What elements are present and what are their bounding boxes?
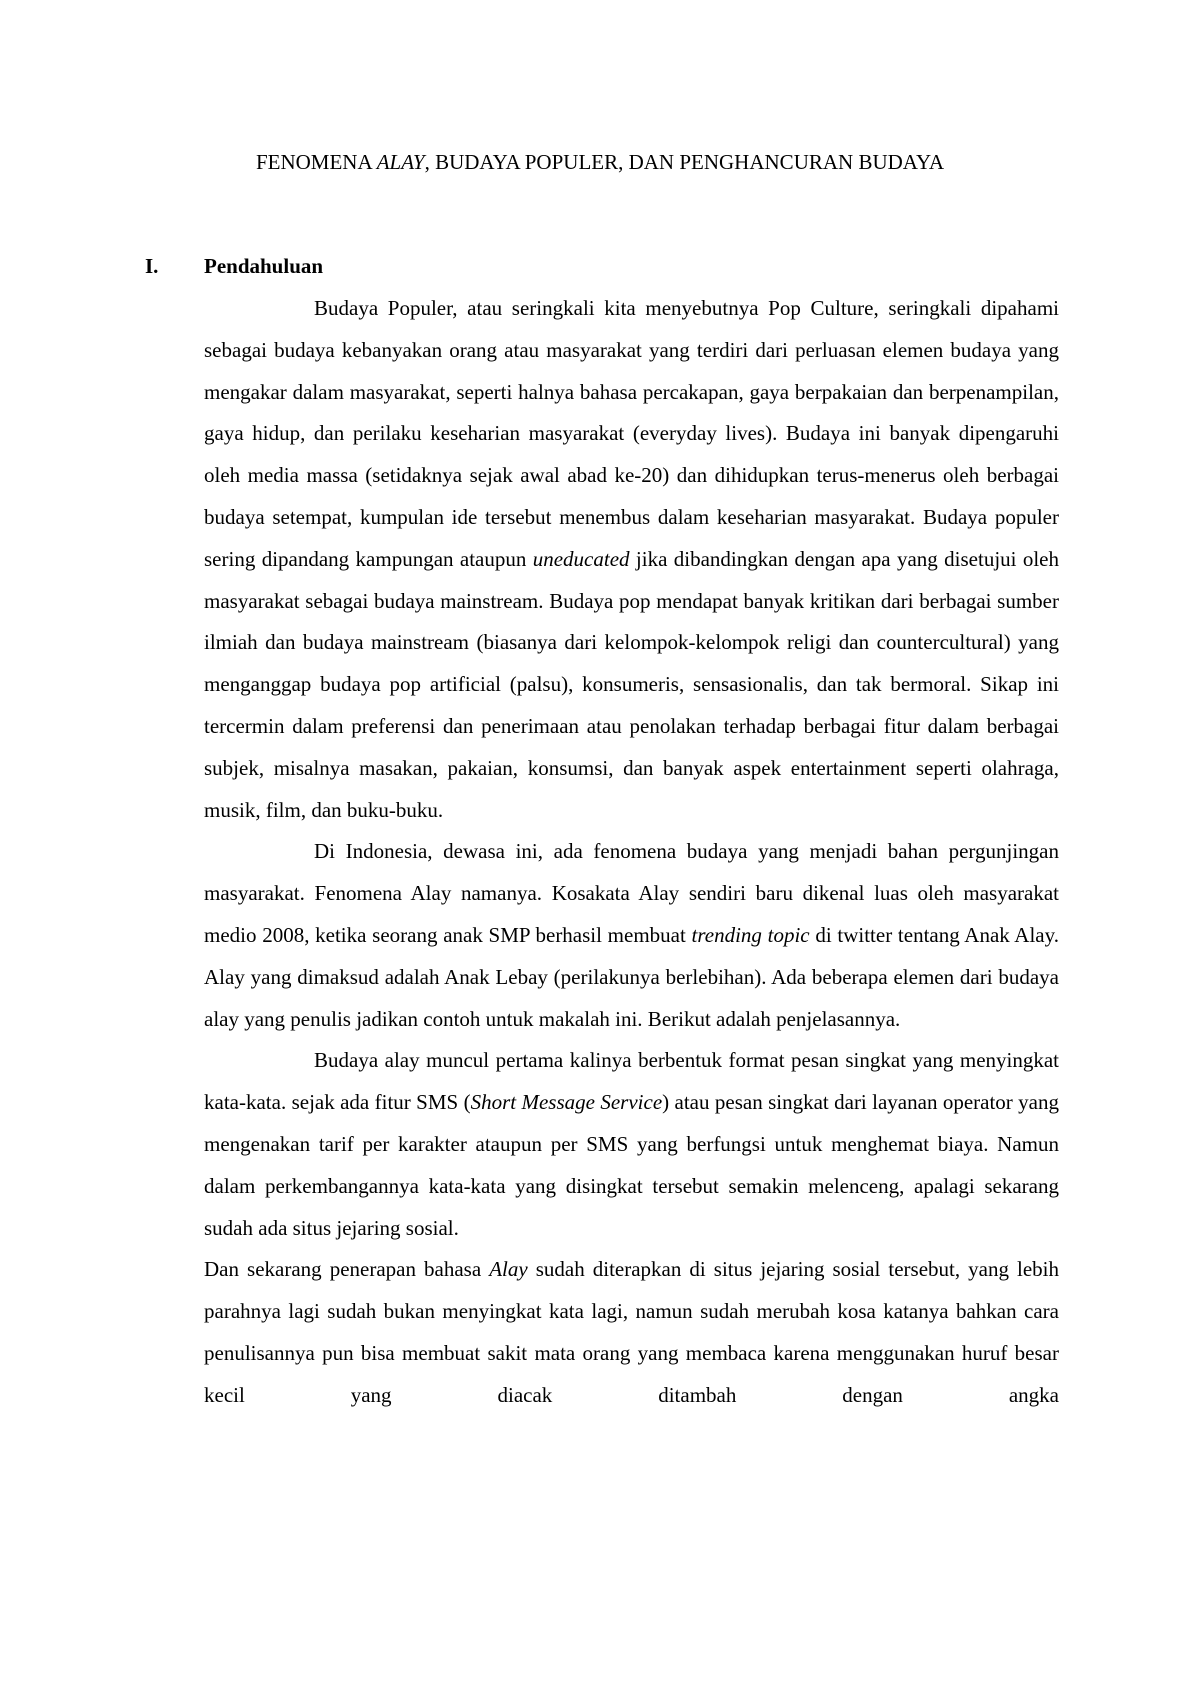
title-part-3: , BUDAYA POPULER, DAN PENGHANCURAN BUDAYA (424, 150, 945, 174)
paragraph-1 (204, 288, 1059, 831)
section-title: Pendahuluan (204, 254, 324, 278)
paragraph-2-text-a: Di Indonesia, dewasa ini, ada fenomena budaya yang menjadi bahan pergunjingan masyarakat. Fenomena Alay namanya. Kosakata Alay sendiri baru dikenal luas oleh masyarakat medio 2008, ketika seorang anak SMP berhasil membuat (204, 839, 1059, 947)
paragraph-2-italic: trending topic (691, 922, 810, 947)
paragraph-3-italic: Short Message Service (470, 1090, 663, 1115)
body-text (204, 288, 1059, 1417)
paragraph-4-text-b: sudah diterapkan di situs jejaring sosial tersebut, yang lebih parahnya lagi sudah bukan menyingkat kata lagi, namun sudah merubah kosa katanya bahkan cara penulisannya pun bisa membuat sakit mata orang yang membaca karena menggunakan huruf besar kecil yang diacak ditambah dengan angka (204, 1257, 1059, 1407)
title-part-1: FENOMENA (255, 150, 377, 174)
title-italic-alay: ALAY (376, 150, 425, 174)
paragraph-3-text-b: ) atau pesan singkat dari layanan operator yang mengenakan tarif per karakter ataupun per SMS yang berfungsi untuk menghemat biaya. Namun dalam perkembangannya kata-kata yang disingkat tersebut semakin melenceng, apalagi sekarang sudah ada situs jejaring sosial. (204, 1090, 1059, 1240)
paragraph-1-text-b: jika dibandingkan dengan apa yang disetujui oleh masyarakat sebagai budaya mainstream. Budaya pop mendapat banyak kritikan dari berbagai sumber ilmiah dan budaya mainstream (biasanya dari kelompok-kelompok religi dan countercultural) yang menganggap budaya pop artificial (palsu), konsumeris, sensasionalis, dan tak bermoral. Sikap ini tercermin dalam preferensi dan penerimaan atau penolakan terhadap berbagai fitur dalam berbagai subjek, misalnya masakan, pakaian, konsumsi, dan banyak aspek entertainment seperti olahraga, musik, film, dan buku-buku. (204, 546, 1060, 822)
paragraph-3 (204, 1040, 1059, 1249)
document-title (0, 148, 1200, 176)
paragraph-4-italic: Alay (489, 1257, 528, 1282)
paragraph-2-text-b: di twitter tentang Anak Alay. Alay yang dimaksud adalah Anak Lebay (perilakunya berlebihan). Ada beberapa elemen dari budaya alay yang penulis jadikan contoh untuk makalah ini. Berikut adalah penjelasannya. (204, 922, 1060, 1031)
paragraph-2 (204, 831, 1059, 1040)
paragraph-4 (204, 1249, 1059, 1416)
paragraph-1-italic: uneducated (532, 546, 630, 571)
paragraph-1-text-a: Budaya Populer, atau seringkali kita menyebutnya Pop Culture, seringkali dipahami sebagai budaya kebanyakan orang atau masyarakat yang terdiri dari perluasan elemen budaya yang mengakar dalam masyarakat, seperti halnya bahasa percakapan, gaya berpakaian dan berpenampilan, gaya hidup, dan perilaku keseharian masyarakat (everyday lives). Budaya ini banyak dipengaruhi oleh media massa (setidaknya sejak awal abad ke-20) dan dihidupkan terus-menerus oleh berbagai budaya setempat, kumpulan ide tersebut menembus dalam keseharian masyarakat. Budaya populer sering dipandang kampungan ataupun (204, 296, 1059, 571)
section-number: I. (145, 254, 159, 278)
section-heading (145, 252, 1045, 280)
paragraph-3-text-a: Budaya alay muncul pertama kalinya berbentuk format pesan singkat yang menyingkat kata-kata. sejak ada fitur SMS ( (204, 1048, 1059, 1115)
paragraph-4-text-a: Dan sekarang penerapan bahasa (204, 1257, 490, 1282)
